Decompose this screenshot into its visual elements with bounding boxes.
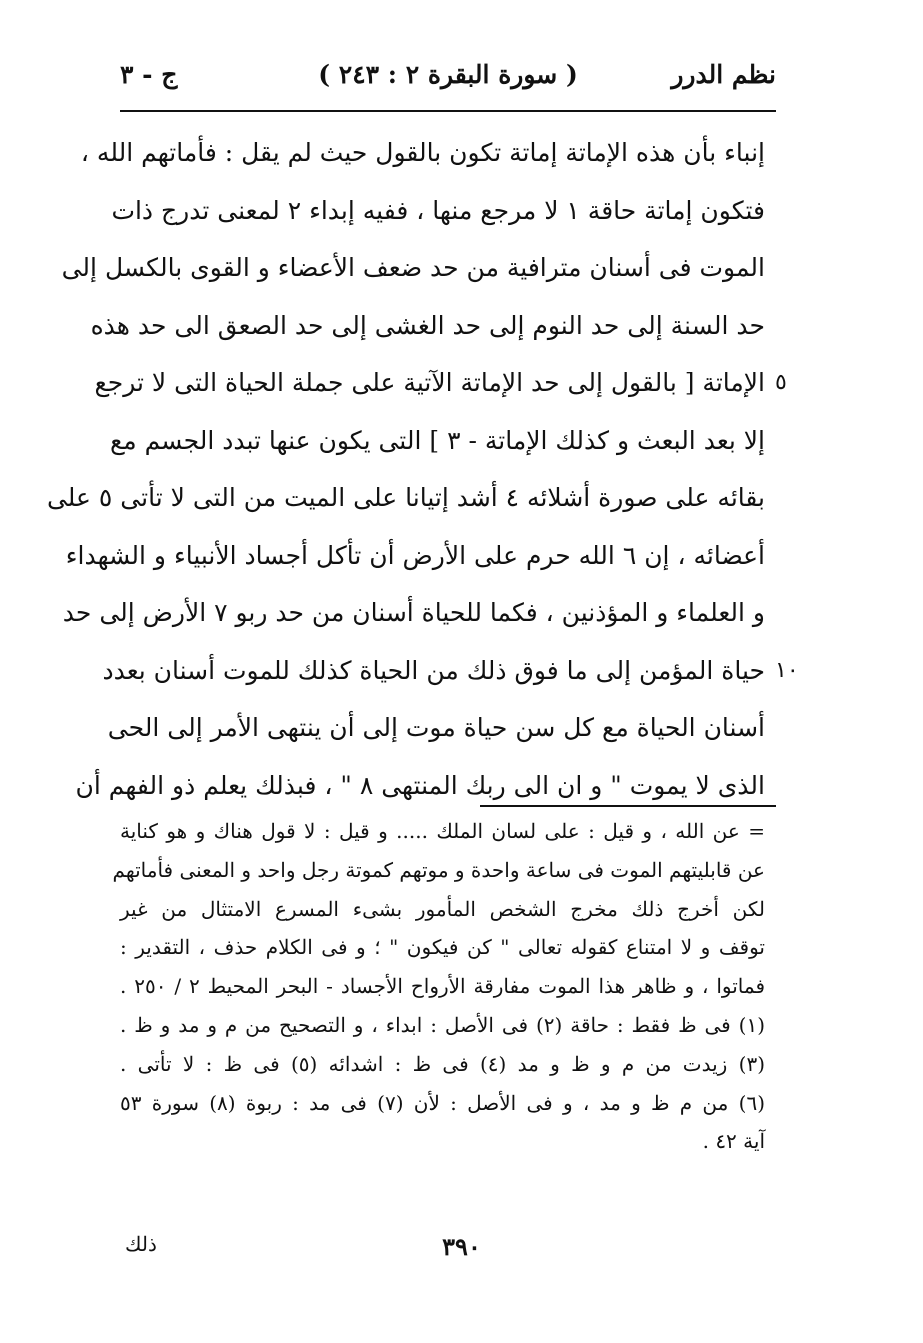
text-line: أعضائه ، إن ٦ الله حرم على الأرض أن تأكل أجساد الأنبياء و الشهداء xyxy=(65,540,765,570)
book-title: نظم الدرر xyxy=(671,60,776,89)
line-number: ٥ xyxy=(775,370,787,395)
text-line: الذى لا يموت " و ان الى ربك المنتهى ٨ " ، فبذلك يعلم ذو الفهم أن xyxy=(75,770,765,800)
footnotes xyxy=(112,812,766,1161)
footnote-line: عن قابليتهم الموت فى ساعة واحدة و موتهم كموتة رجل واحد و المعنى فأماتهم xyxy=(112,857,765,882)
volume-number: ج - ٣ xyxy=(120,60,178,89)
text-line: الإماتة [ بالقول إلى حد الإماتة الآتية على جملة الحياة التى لا ترجع ٥ xyxy=(120,354,765,412)
footnote-line: = عن الله ، و قيل : على لسان الملك ..... و قيل : لا قول هناك و هو كناية xyxy=(120,819,765,843)
footnote-line: توقف و لا امتناع كقوله تعالى " كن فيكون " ؛ و فى الكلام حذف ، التقدير : xyxy=(120,935,765,960)
text-line: و العلماء و المؤذنين ، فكما للحياة أسنان من حد ربو ٧ الأرض إلى حد xyxy=(62,598,765,627)
footnote-line: آية ٤٢ . xyxy=(702,1129,765,1154)
text-line: بقائه على صورة أشلائه ٤ أشد إتيانا على الميت من التى لا تأتى ٥ على xyxy=(46,483,765,512)
footnote-divider xyxy=(480,805,776,807)
running-header xyxy=(120,60,776,100)
footnote-line: فماتوا ، و ظاهر هذا الموت مفارقة الأرواح الأجساد - البحر المحيط ٢ / ٢٥٠ . xyxy=(120,974,766,999)
catchword: ذلك xyxy=(125,1232,157,1256)
text-line: حياة المؤمن إلى ما فوق ذلك من الحياة كذلك للموت أسنان بعدد ١٠ xyxy=(120,642,765,700)
footnote-line: لكن أخرج ذلك مخرج الشخص المأمور بشىء المسرع الامتثال من غير xyxy=(120,896,765,921)
footnote-line: (٦) من م ظ و مد ، و فى الأصل : لأن (٧) فى مد : ربوة (٨) سورة ٥٣ xyxy=(120,1090,765,1115)
header-divider xyxy=(120,110,776,112)
surah-reference: ( سورة البقرة ٢ : ٢٤٣ ) xyxy=(318,60,578,89)
page-number: ٣٩٠ xyxy=(442,1232,481,1261)
line-number: ١٠ xyxy=(775,657,799,683)
text-line: الموت فى أسنان مترافية من حد ضعف الأعضاء و القوى بالكسل إلى xyxy=(61,253,765,282)
text-line: إلا بعد البعث و كذلك الإماتة - ٣ ] التى يكون عنها تبدد الجسم مع xyxy=(110,425,765,455)
main-text xyxy=(46,124,799,814)
text-line: فتكون إماتة حاقة ١ لا مرجع منها ، ففيه إبداء ٢ لمعنى تدرج ذات xyxy=(111,195,765,225)
footnote-line: (٣) زيدت من م و ظ و مد (٤) فى ظ : اشدائه (٥) فى ظ : لا تأتى . xyxy=(120,1051,766,1076)
text-line: إنباء بأن هذه الإماتة إماتة تكون بالقول حيث لم يقل : فأماتهم الله ، xyxy=(80,138,765,167)
text-line: أسنان الحياة مع كل سن حياة موت إلى أن ينتهى الأمر إلى الحى xyxy=(107,713,765,742)
text-line: حد السنة إلى حد النوم إلى حد الغشى إلى حد الصعق الى حد هذه xyxy=(90,310,765,340)
footnote-line: (١) فى ظ فقط : حاقة (٢) فى الأصل : ابداء ، و التصحيح من م و مد و ظ . xyxy=(120,1012,765,1037)
